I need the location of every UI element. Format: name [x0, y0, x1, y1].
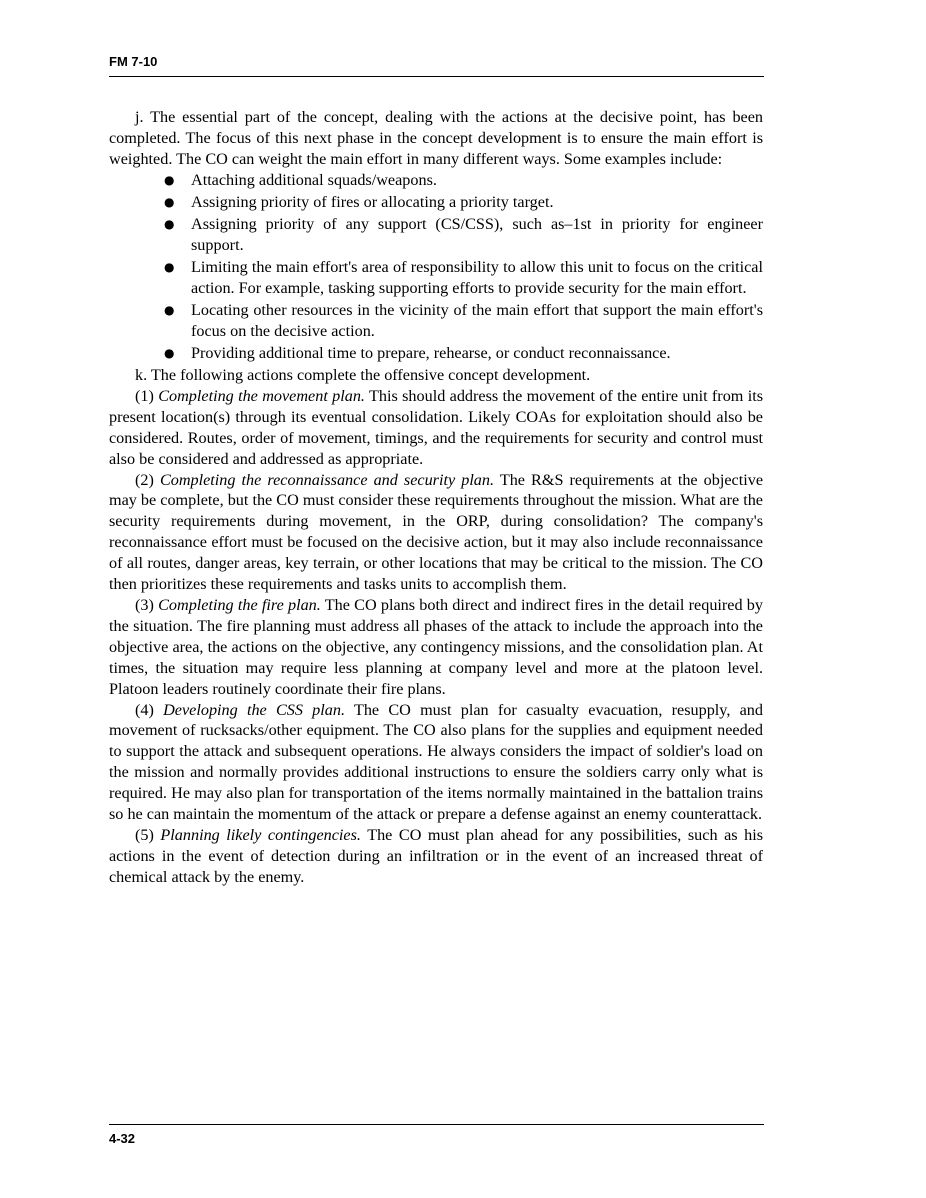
paragraph-k: k. The following actions complete the offensive concept development.	[135, 366, 591, 384]
footer-rule	[109, 1124, 764, 1125]
bullet-icon: ●	[164, 345, 175, 360]
bullet-icon: ●	[164, 216, 175, 231]
running-header: FM 7-10	[109, 54, 158, 69]
list-item: ● Attaching additional squads/weapons.	[164, 170, 437, 189]
sub-paragraph-title: Planning likely contingencies.	[160, 825, 361, 844]
sub-paragraph-contingencies: (5) Planning likely contingencies. The CO must plan ahead for any possibilities, such as his actions in the event of detection during an infiltration or in the event of an increased threat of chemical attack by the enemy.	[109, 825, 764, 886]
sub-paragraph-css-plan: (4) Developing the CSS plan. The CO must plan for casualty evacuation, resupply, and movement of rucksacks/other equipment. The CO also plans for the supplies and equipment needed to support the attack and subsequent operations. He always considers the impact of soldier's load on the mission and normally provides additional instructions to ensure the soldiers carry only what is required. He may also plan for transportation of the items normally maintained in the battalion trains so he can maintain the momentum of the attack or prepare a defense against an enemy counterattack.	[109, 700, 763, 824]
bullet-icon: ●	[164, 302, 175, 317]
header-rule	[109, 76, 764, 77]
paragraph-j: j. The essential part of the concept, dealing with the actions at the decisive point, has been completed. The focus of this next phase in the concept development is to ensure the main effort is weighted. The CO can weight the main effort in many different ways. Some examples include:	[109, 108, 763, 168]
weighting-examples-list	[109, 170, 763, 364]
list-item: ● Providing additional time to prepare, rehearse, or conduct reconnaissance.	[164, 343, 671, 362]
list-item: ● Assigning priority of fires or allocating a priority target.	[164, 192, 554, 211]
page-body	[109, 107, 763, 888]
sub-paragraph-title: Completing the movement plan.	[158, 386, 365, 405]
sub-paragraph-fire-plan: (3) Completing the fire plan. The CO plans both direct and indirect fires in the detail required by the situation. The fire planning must address all phases of the attack to include the approach into the objective area, the actions on the objective, any contingency missions, and the consolidation plan. At times, the situation may require less planning at company level and more at the platoon level. Platoon leaders routinely coordinate their fire plans.	[109, 595, 763, 698]
sub-paragraph-title: Completing the fire plan.	[158, 595, 321, 614]
sub-paragraph-title: Developing the CSS plan.	[163, 700, 346, 719]
bullet-icon: ●	[164, 172, 175, 187]
sub-paragraph-recon-security-plan: (2) Completing the reconnaissance and security plan. The R&S requirements at the objective may be complete, but the CO must consider these requirements throughout the mission. What are the security requirements during movement, in the ORP, during consolidation? The company's reconnaissance effort must be focused on the decisive action, but it may also include reconnaissance of all routes, danger areas, key terrain, or other locations that may be critical to the mission. The CO then prioritizes these requirements and tasks units to accomplish them.	[109, 470, 763, 594]
bullet-icon: ●	[164, 259, 175, 274]
page-number: 4-32	[109, 1131, 136, 1146]
bullet-icon: ●	[164, 194, 175, 209]
sub-paragraph-movement-plan: (1) Completing the movement plan. This should address the movement of the entire unit from its present location(s) through its eventual consolidation. Likely COAs for exploitation should also be considered. Routes, order of movement, timings, and the requirements for security and control must also be considered and addressed as appropriate.	[109, 386, 764, 468]
list-item: ● Assigning priority of any support (CS/CSS), such as–1st in priority for engineer support.	[164, 214, 763, 254]
sub-paragraph-title: Completing the reconnaissance and security plan.	[159, 470, 495, 489]
list-item: ● Locating other resources in the vicinity of the main effort that support the main effort's focus on the decisive action.	[164, 300, 763, 340]
list-item: ● Limiting the main effort's area of responsibility to allow this unit to focus on the critical action. For example, tasking supporting efforts to provide security for the main effort.	[164, 257, 763, 297]
